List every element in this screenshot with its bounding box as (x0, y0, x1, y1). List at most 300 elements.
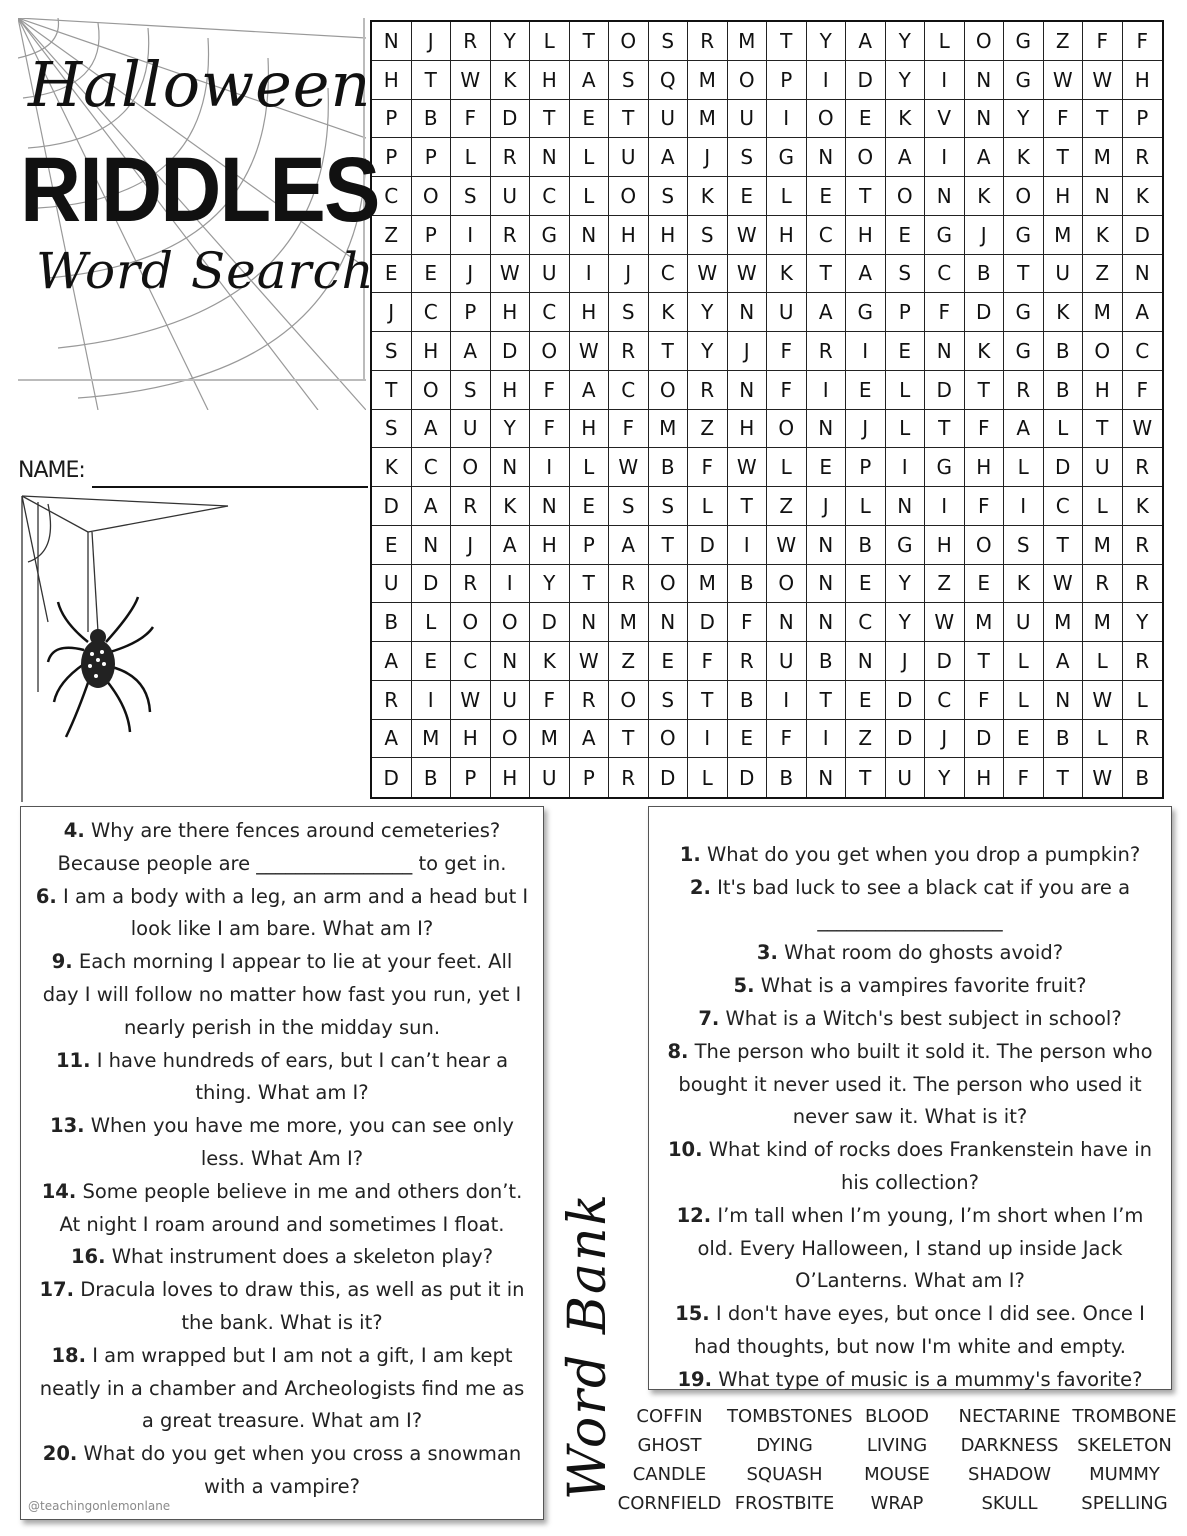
grid-cell[interactable]: Z (609, 642, 649, 681)
grid-cell[interactable]: L (1083, 720, 1123, 759)
grid-cell[interactable]: O (649, 565, 689, 604)
grid-cell[interactable]: Z (688, 410, 728, 449)
grid-cell[interactable]: L (1044, 410, 1084, 449)
grid-cell[interactable]: B (649, 448, 689, 487)
grid-cell[interactable]: A (570, 371, 610, 410)
grid-cell[interactable]: E (807, 177, 847, 216)
grid-cell[interactable]: F (767, 720, 807, 759)
grid-cell[interactable]: S (728, 138, 768, 177)
grid-cell[interactable]: D (886, 720, 926, 759)
grid-cell[interactable]: J (451, 526, 491, 565)
grid-cell[interactable]: N (491, 642, 531, 681)
grid-cell[interactable]: I (807, 720, 847, 759)
grid-cell[interactable]: J (609, 255, 649, 294)
grid-cell[interactable]: I (925, 138, 965, 177)
grid-cell[interactable]: I (886, 448, 926, 487)
grid-cell[interactable]: E (412, 255, 452, 294)
grid-cell[interactable]: M (1083, 293, 1123, 332)
grid-cell[interactable]: W (925, 603, 965, 642)
grid-cell[interactable]: M (530, 720, 570, 759)
grid-cell[interactable]: R (1123, 720, 1163, 759)
grid-cell[interactable]: D (925, 371, 965, 410)
grid-cell[interactable]: A (372, 720, 412, 759)
grid-cell[interactable]: A (451, 332, 491, 371)
grid-cell[interactable]: E (372, 526, 412, 565)
grid-cell[interactable]: Y (688, 293, 728, 332)
grid-cell[interactable]: K (530, 642, 570, 681)
grid-cell[interactable]: I (530, 448, 570, 487)
grid-cell[interactable]: N (886, 487, 926, 526)
grid-cell[interactable]: C (451, 642, 491, 681)
grid-cell[interactable]: L (767, 177, 807, 216)
grid-cell[interactable]: S (609, 293, 649, 332)
grid-cell[interactable]: B (412, 758, 452, 797)
grid-cell[interactable]: L (1004, 448, 1044, 487)
grid-cell[interactable]: U (1083, 448, 1123, 487)
grid-cell[interactable]: W (609, 448, 649, 487)
grid-cell[interactable]: Y (1123, 603, 1163, 642)
grid-cell[interactable]: F (609, 410, 649, 449)
grid-cell[interactable]: F (530, 681, 570, 720)
grid-cell[interactable]: N (925, 332, 965, 371)
grid-cell[interactable]: M (688, 565, 728, 604)
grid-cell[interactable]: U (609, 138, 649, 177)
grid-cell[interactable]: T (846, 177, 886, 216)
word-search-grid[interactable] (370, 20, 1164, 799)
grid-cell[interactable]: R (1123, 138, 1163, 177)
grid-cell[interactable]: L (570, 138, 610, 177)
grid-cell[interactable]: D (925, 642, 965, 681)
grid-cell[interactable]: N (570, 216, 610, 255)
grid-cell[interactable]: Y (886, 61, 926, 100)
grid-cell[interactable]: R (688, 371, 728, 410)
grid-cell[interactable]: N (965, 61, 1005, 100)
grid-cell[interactable]: R (451, 487, 491, 526)
grid-cell[interactable]: N (649, 603, 689, 642)
grid-cell[interactable]: D (688, 526, 728, 565)
grid-cell[interactable]: I (807, 61, 847, 100)
grid-cell[interactable]: D (491, 100, 531, 139)
grid-cell[interactable]: M (728, 22, 768, 61)
grid-cell[interactable]: W (451, 61, 491, 100)
grid-cell[interactable]: S (649, 487, 689, 526)
grid-cell[interactable]: J (688, 138, 728, 177)
grid-cell[interactable]: F (965, 410, 1005, 449)
grid-cell[interactable]: N (728, 371, 768, 410)
grid-cell[interactable]: S (688, 216, 728, 255)
grid-cell[interactable]: L (925, 22, 965, 61)
grid-cell[interactable]: S (609, 487, 649, 526)
grid-cell[interactable]: C (846, 603, 886, 642)
grid-cell[interactable]: D (372, 487, 412, 526)
grid-cell[interactable]: O (451, 603, 491, 642)
grid-cell[interactable]: O (451, 448, 491, 487)
grid-cell[interactable]: E (807, 448, 847, 487)
grid-cell[interactable]: E (649, 642, 689, 681)
grid-cell[interactable]: R (1004, 371, 1044, 410)
grid-cell[interactable]: O (609, 22, 649, 61)
grid-cell[interactable]: F (965, 487, 1005, 526)
grid-cell[interactable]: A (965, 138, 1005, 177)
grid-cell[interactable]: S (649, 177, 689, 216)
grid-cell[interactable]: D (372, 758, 412, 797)
grid-cell[interactable]: P (846, 448, 886, 487)
grid-cell[interactable]: U (1044, 255, 1084, 294)
grid-cell[interactable]: T (1083, 410, 1123, 449)
grid-cell[interactable]: U (491, 177, 531, 216)
grid-cell[interactable]: G (1004, 332, 1044, 371)
grid-cell[interactable]: Z (767, 487, 807, 526)
grid-cell[interactable]: B (1044, 371, 1084, 410)
grid-cell[interactable]: E (570, 487, 610, 526)
grid-cell[interactable]: F (965, 681, 1005, 720)
grid-cell[interactable]: C (925, 681, 965, 720)
grid-cell[interactable]: A (570, 61, 610, 100)
grid-cell[interactable]: W (1083, 758, 1123, 797)
grid-cell[interactable]: A (846, 255, 886, 294)
grid-cell[interactable]: H (412, 332, 452, 371)
grid-cell[interactable]: U (530, 255, 570, 294)
grid-cell[interactable]: Z (372, 216, 412, 255)
grid-cell[interactable]: W (728, 255, 768, 294)
grid-cell[interactable]: G (1004, 293, 1044, 332)
grid-cell[interactable]: H (530, 526, 570, 565)
grid-cell[interactable]: Y (491, 22, 531, 61)
grid-cell[interactable]: C (609, 371, 649, 410)
grid-cell[interactable]: H (570, 293, 610, 332)
grid-cell[interactable]: Y (807, 22, 847, 61)
grid-cell[interactable]: M (412, 720, 452, 759)
grid-cell[interactable]: F (925, 293, 965, 332)
grid-cell[interactable]: L (1004, 642, 1044, 681)
grid-cell[interactable]: R (609, 565, 649, 604)
grid-cell[interactable]: I (767, 681, 807, 720)
grid-cell[interactable]: N (807, 565, 847, 604)
grid-cell[interactable]: T (412, 61, 452, 100)
grid-cell[interactable]: T (965, 371, 1005, 410)
grid-cell[interactable]: Z (925, 565, 965, 604)
grid-cell[interactable]: C (372, 177, 412, 216)
grid-cell[interactable]: L (1083, 487, 1123, 526)
grid-cell[interactable]: T (1004, 255, 1044, 294)
grid-cell[interactable]: T (372, 371, 412, 410)
grid-cell[interactable]: A (609, 526, 649, 565)
grid-cell[interactable]: F (767, 332, 807, 371)
grid-cell[interactable]: S (1004, 526, 1044, 565)
grid-cell[interactable]: K (491, 487, 531, 526)
grid-cell[interactable]: M (1044, 216, 1084, 255)
grid-cell[interactable]: L (451, 138, 491, 177)
grid-cell[interactable]: J (925, 720, 965, 759)
grid-cell[interactable]: L (530, 22, 570, 61)
grid-cell[interactable]: P (570, 758, 610, 797)
grid-cell[interactable]: K (688, 177, 728, 216)
grid-cell[interactable]: M (1083, 138, 1123, 177)
grid-cell[interactable]: C (925, 255, 965, 294)
grid-cell[interactable]: A (846, 22, 886, 61)
grid-cell[interactable]: T (767, 22, 807, 61)
grid-cell[interactable]: E (846, 371, 886, 410)
grid-cell[interactable]: F (1123, 22, 1163, 61)
grid-cell[interactable]: D (530, 603, 570, 642)
grid-cell[interactable]: A (1004, 410, 1044, 449)
grid-cell[interactable]: R (491, 216, 531, 255)
grid-cell[interactable]: K (965, 332, 1005, 371)
grid-cell[interactable]: P (570, 526, 610, 565)
grid-cell[interactable]: O (649, 371, 689, 410)
grid-cell[interactable]: J (886, 642, 926, 681)
grid-cell[interactable]: G (846, 293, 886, 332)
grid-cell[interactable]: H (491, 293, 531, 332)
grid-cell[interactable]: W (1083, 681, 1123, 720)
grid-cell[interactable]: S (451, 177, 491, 216)
grid-cell[interactable]: N (530, 487, 570, 526)
grid-cell[interactable]: M (1083, 526, 1123, 565)
grid-cell[interactable]: N (807, 526, 847, 565)
grid-cell[interactable]: L (1123, 681, 1163, 720)
grid-cell[interactable]: P (451, 293, 491, 332)
grid-cell[interactable]: H (767, 216, 807, 255)
grid-cell[interactable]: Q (649, 61, 689, 100)
grid-cell[interactable]: E (728, 720, 768, 759)
grid-cell[interactable]: N (570, 603, 610, 642)
grid-cell[interactable]: R (807, 332, 847, 371)
grid-cell[interactable]: I (451, 216, 491, 255)
grid-cell[interactable]: O (412, 371, 452, 410)
grid-cell[interactable]: W (1044, 61, 1084, 100)
grid-cell[interactable]: Y (886, 565, 926, 604)
grid-cell[interactable]: N (728, 293, 768, 332)
grid-cell[interactable]: R (609, 758, 649, 797)
grid-cell[interactable]: G (925, 216, 965, 255)
grid-cell[interactable]: Y (491, 410, 531, 449)
grid-cell[interactable]: G (925, 448, 965, 487)
grid-cell[interactable]: N (530, 138, 570, 177)
grid-cell[interactable]: R (1123, 642, 1163, 681)
grid-cell[interactable]: T (925, 410, 965, 449)
grid-cell[interactable]: F (688, 448, 728, 487)
grid-cell[interactable]: N (807, 138, 847, 177)
grid-cell[interactable]: D (1123, 216, 1163, 255)
grid-cell[interactable]: C (1044, 487, 1084, 526)
grid-cell[interactable]: F (1083, 22, 1123, 61)
grid-cell[interactable]: B (1044, 720, 1084, 759)
grid-cell[interactable]: L (412, 603, 452, 642)
grid-cell[interactable]: L (846, 487, 886, 526)
grid-cell[interactable]: H (728, 410, 768, 449)
grid-cell[interactable]: U (767, 293, 807, 332)
grid-cell[interactable]: I (925, 487, 965, 526)
grid-cell[interactable]: O (491, 720, 531, 759)
grid-cell[interactable]: R (1123, 565, 1163, 604)
grid-cell[interactable]: O (886, 177, 926, 216)
grid-cell[interactable]: P (412, 138, 452, 177)
grid-cell[interactable]: O (609, 177, 649, 216)
grid-cell[interactable]: C (1123, 332, 1163, 371)
grid-cell[interactable]: N (965, 100, 1005, 139)
grid-cell[interactable]: E (846, 565, 886, 604)
grid-cell[interactable]: P (451, 758, 491, 797)
grid-cell[interactable]: O (965, 22, 1005, 61)
grid-cell[interactable]: H (491, 758, 531, 797)
grid-cell[interactable]: W (728, 448, 768, 487)
grid-cell[interactable]: D (728, 758, 768, 797)
grid-cell[interactable]: C (412, 293, 452, 332)
grid-cell[interactable]: E (886, 216, 926, 255)
grid-cell[interactable]: Y (925, 758, 965, 797)
grid-cell[interactable]: A (372, 642, 412, 681)
grid-cell[interactable]: W (491, 255, 531, 294)
grid-cell[interactable]: K (1123, 177, 1163, 216)
grid-cell[interactable]: U (767, 642, 807, 681)
grid-cell[interactable]: T (1044, 758, 1084, 797)
grid-cell[interactable]: N (767, 603, 807, 642)
grid-cell[interactable]: B (372, 603, 412, 642)
grid-cell[interactable]: P (767, 61, 807, 100)
grid-cell[interactable]: L (1004, 681, 1044, 720)
grid-cell[interactable]: W (728, 216, 768, 255)
grid-cell[interactable]: P (372, 138, 412, 177)
grid-cell[interactable]: K (1004, 138, 1044, 177)
grid-cell[interactable]: I (1004, 487, 1044, 526)
grid-cell[interactable]: N (1123, 255, 1163, 294)
grid-cell[interactable]: E (1004, 720, 1044, 759)
grid-cell[interactable]: H (530, 61, 570, 100)
grid-cell[interactable]: H (1083, 371, 1123, 410)
grid-cell[interactable]: B (965, 255, 1005, 294)
grid-cell[interactable]: B (728, 565, 768, 604)
grid-cell[interactable]: I (807, 371, 847, 410)
grid-cell[interactable]: T (965, 642, 1005, 681)
grid-cell[interactable]: U (649, 100, 689, 139)
grid-cell[interactable]: Y (886, 22, 926, 61)
grid-cell[interactable]: U (530, 758, 570, 797)
grid-cell[interactable]: S (649, 22, 689, 61)
grid-cell[interactable]: K (1123, 487, 1163, 526)
grid-cell[interactable]: R (1083, 565, 1123, 604)
grid-cell[interactable]: Z (1083, 255, 1123, 294)
grid-cell[interactable]: N (412, 526, 452, 565)
grid-cell[interactable]: W (570, 332, 610, 371)
grid-cell[interactable]: I (688, 720, 728, 759)
grid-cell[interactable]: T (1044, 526, 1084, 565)
grid-cell[interactable]: K (965, 177, 1005, 216)
grid-cell[interactable]: O (491, 603, 531, 642)
grid-cell[interactable]: C (649, 255, 689, 294)
grid-cell[interactable]: U (886, 758, 926, 797)
grid-cell[interactable]: S (649, 681, 689, 720)
grid-cell[interactable]: W (1083, 61, 1123, 100)
grid-cell[interactable]: F (530, 410, 570, 449)
grid-cell[interactable]: O (767, 565, 807, 604)
grid-cell[interactable]: J (412, 22, 452, 61)
grid-cell[interactable]: M (1083, 603, 1123, 642)
grid-cell[interactable]: L (886, 371, 926, 410)
grid-cell[interactable]: L (570, 177, 610, 216)
grid-cell[interactable]: L (570, 448, 610, 487)
grid-cell[interactable]: E (570, 100, 610, 139)
grid-cell[interactable]: H (1044, 177, 1084, 216)
grid-cell[interactable]: K (491, 61, 531, 100)
grid-cell[interactable]: T (649, 332, 689, 371)
grid-cell[interactable]: M (649, 410, 689, 449)
grid-cell[interactable]: D (965, 293, 1005, 332)
grid-cell[interactable]: U (372, 565, 412, 604)
grid-cell[interactable]: E (846, 681, 886, 720)
grid-cell[interactable]: D (491, 332, 531, 371)
grid-cell[interactable]: C (412, 448, 452, 487)
grid-cell[interactable]: F (1123, 371, 1163, 410)
grid-cell[interactable]: N (807, 603, 847, 642)
grid-cell[interactable]: U (728, 100, 768, 139)
grid-cell[interactable]: T (728, 487, 768, 526)
grid-cell[interactable]: K (767, 255, 807, 294)
grid-cell[interactable]: T (530, 100, 570, 139)
grid-cell[interactable]: R (570, 681, 610, 720)
grid-cell[interactable]: R (451, 565, 491, 604)
grid-cell[interactable]: A (570, 720, 610, 759)
grid-cell[interactable]: O (609, 681, 649, 720)
grid-cell[interactable]: R (688, 22, 728, 61)
grid-cell[interactable]: D (965, 720, 1005, 759)
grid-cell[interactable]: J (846, 410, 886, 449)
grid-cell[interactable]: P (1123, 100, 1163, 139)
grid-cell[interactable]: A (1123, 293, 1163, 332)
grid-cell[interactable]: A (412, 487, 452, 526)
grid-cell[interactable]: T (609, 720, 649, 759)
grid-cell[interactable]: R (1123, 448, 1163, 487)
grid-cell[interactable]: O (807, 100, 847, 139)
grid-cell[interactable]: A (1044, 642, 1084, 681)
grid-cell[interactable]: E (965, 565, 1005, 604)
grid-cell[interactable]: H (846, 216, 886, 255)
grid-cell[interactable]: S (372, 410, 412, 449)
grid-cell[interactable]: K (1044, 293, 1084, 332)
grid-cell[interactable]: I (728, 526, 768, 565)
grid-cell[interactable]: G (530, 216, 570, 255)
grid-cell[interactable]: K (1004, 565, 1044, 604)
grid-cell[interactable]: I (412, 681, 452, 720)
grid-cell[interactable]: T (649, 526, 689, 565)
grid-cell[interactable]: J (728, 332, 768, 371)
grid-cell[interactable]: W (451, 681, 491, 720)
grid-cell[interactable]: K (372, 448, 412, 487)
grid-cell[interactable]: T (807, 681, 847, 720)
grid-cell[interactable]: T (609, 100, 649, 139)
grid-cell[interactable]: N (1044, 681, 1084, 720)
grid-cell[interactable]: G (886, 526, 926, 565)
grid-cell[interactable]: E (846, 100, 886, 139)
grid-cell[interactable]: F (728, 603, 768, 642)
grid-cell[interactable]: A (491, 526, 531, 565)
grid-cell[interactable]: S (451, 371, 491, 410)
grid-cell[interactable]: N (807, 410, 847, 449)
grid-cell[interactable]: A (807, 293, 847, 332)
grid-cell[interactable]: T (1044, 138, 1084, 177)
grid-cell[interactable]: W (688, 255, 728, 294)
grid-cell[interactable]: J (807, 487, 847, 526)
grid-cell[interactable]: D (688, 603, 728, 642)
grid-cell[interactable]: D (886, 681, 926, 720)
grid-cell[interactable]: R (609, 332, 649, 371)
grid-cell[interactable]: O (412, 177, 452, 216)
grid-cell[interactable]: O (846, 138, 886, 177)
grid-cell[interactable]: N (925, 177, 965, 216)
grid-cell[interactable]: E (412, 642, 452, 681)
grid-cell[interactable]: I (767, 100, 807, 139)
grid-cell[interactable]: J (965, 216, 1005, 255)
grid-cell[interactable]: O (1083, 332, 1123, 371)
